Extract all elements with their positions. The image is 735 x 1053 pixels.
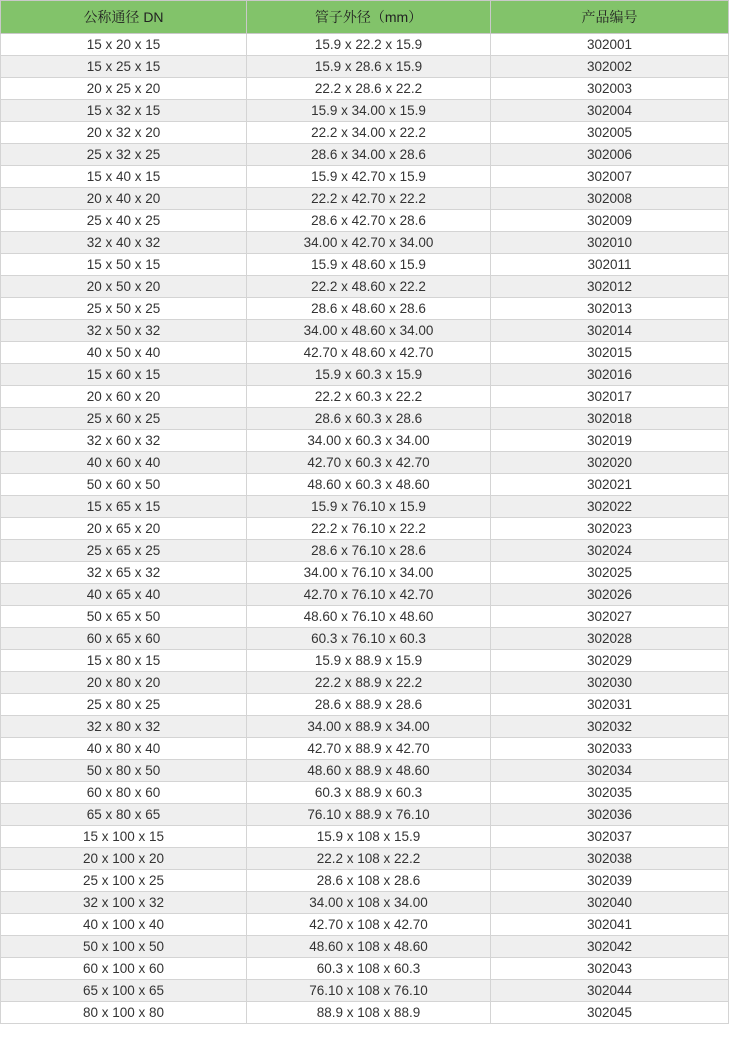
outer-diameter-cell: 28.6 x 42.70 x 28.6 — [247, 210, 491, 232]
outer-diameter-cell: 88.9 x 108 x 88.9 — [247, 1002, 491, 1024]
outer-diameter-cell: 15.9 x 22.2 x 15.9 — [247, 34, 491, 56]
table-row — [1, 562, 729, 584]
product-code-cell: 302032 — [491, 716, 729, 738]
dn-cell: 15 x 32 x 15 — [1, 100, 247, 122]
outer-diameter-cell: 28.6 x 60.3 x 28.6 — [247, 408, 491, 430]
product-code-cell: 302045 — [491, 1002, 729, 1024]
dn-cell: 40 x 60 x 40 — [1, 452, 247, 474]
table-row — [1, 760, 729, 782]
table-row — [1, 408, 729, 430]
dn-cell: 25 x 32 x 25 — [1, 144, 247, 166]
product-code-cell: 302031 — [491, 694, 729, 716]
dn-cell: 25 x 60 x 25 — [1, 408, 247, 430]
product-code-cell: 302027 — [491, 606, 729, 628]
product-code-cell: 302020 — [491, 452, 729, 474]
outer-diameter-cell: 34.00 x 60.3 x 34.00 — [247, 430, 491, 452]
outer-diameter-cell: 22.2 x 88.9 x 22.2 — [247, 672, 491, 694]
table-row — [1, 628, 729, 650]
dn-cell: 15 x 80 x 15 — [1, 650, 247, 672]
table-row — [1, 870, 729, 892]
product-code-cell: 302004 — [491, 100, 729, 122]
product-code-cell: 302030 — [491, 672, 729, 694]
table-row — [1, 980, 729, 1002]
table-row — [1, 254, 729, 276]
outer-diameter-cell: 28.6 x 48.60 x 28.6 — [247, 298, 491, 320]
dn-cell: 15 x 60 x 15 — [1, 364, 247, 386]
outer-diameter-cell: 22.2 x 34.00 x 22.2 — [247, 122, 491, 144]
dn-cell: 20 x 60 x 20 — [1, 386, 247, 408]
table-header — [1, 1, 729, 34]
outer-diameter-cell: 48.60 x 60.3 x 48.60 — [247, 474, 491, 496]
outer-diameter-cell: 42.70 x 76.10 x 42.70 — [247, 584, 491, 606]
outer-diameter-cell: 15.9 x 42.70 x 15.9 — [247, 166, 491, 188]
table-row — [1, 672, 729, 694]
product-code-cell: 302036 — [491, 804, 729, 826]
dn-cell: 20 x 50 x 20 — [1, 276, 247, 298]
outer-diameter-cell: 22.2 x 48.60 x 22.2 — [247, 276, 491, 298]
dn-cell: 32 x 40 x 32 — [1, 232, 247, 254]
product-code-cell: 302038 — [491, 848, 729, 870]
dn-cell: 50 x 60 x 50 — [1, 474, 247, 496]
dn-cell: 32 x 80 x 32 — [1, 716, 247, 738]
table-row — [1, 958, 729, 980]
table-row — [1, 892, 729, 914]
dn-cell: 80 x 100 x 80 — [1, 1002, 247, 1024]
table-row — [1, 738, 729, 760]
table-row — [1, 782, 729, 804]
dn-cell: 20 x 65 x 20 — [1, 518, 247, 540]
outer-diameter-cell: 60.3 x 76.10 x 60.3 — [247, 628, 491, 650]
dn-cell: 40 x 100 x 40 — [1, 914, 247, 936]
dn-cell: 15 x 20 x 15 — [1, 34, 247, 56]
table-row — [1, 232, 729, 254]
table-row — [1, 606, 729, 628]
outer-diameter-cell: 60.3 x 88.9 x 60.3 — [247, 782, 491, 804]
product-code-cell: 302022 — [491, 496, 729, 518]
dn-cell: 25 x 40 x 25 — [1, 210, 247, 232]
outer-diameter-cell: 28.6 x 76.10 x 28.6 — [247, 540, 491, 562]
table-row — [1, 298, 729, 320]
table-row — [1, 320, 729, 342]
dn-cell: 15 x 100 x 15 — [1, 826, 247, 848]
outer-diameter-cell: 15.9 x 48.60 x 15.9 — [247, 254, 491, 276]
outer-diameter-cell: 22.2 x 76.10 x 22.2 — [247, 518, 491, 540]
dn-cell: 60 x 80 x 60 — [1, 782, 247, 804]
table-row — [1, 496, 729, 518]
dn-cell: 25 x 80 x 25 — [1, 694, 247, 716]
table-body — [1, 34, 729, 1024]
product-code-cell: 302002 — [491, 56, 729, 78]
outer-diameter-cell: 60.3 x 108 x 60.3 — [247, 958, 491, 980]
product-code-cell: 302033 — [491, 738, 729, 760]
product-code-cell: 302042 — [491, 936, 729, 958]
product-code-cell: 302017 — [491, 386, 729, 408]
outer-diameter-cell: 15.9 x 88.9 x 15.9 — [247, 650, 491, 672]
header-dn: 公称通径 DN — [1, 1, 247, 34]
outer-diameter-cell: 22.2 x 42.70 x 22.2 — [247, 188, 491, 210]
product-code-cell: 302034 — [491, 760, 729, 782]
product-code-cell: 302005 — [491, 122, 729, 144]
dn-cell: 20 x 40 x 20 — [1, 188, 247, 210]
dn-cell: 25 x 50 x 25 — [1, 298, 247, 320]
table-row — [1, 716, 729, 738]
header-outer-diameter: 管子外径（mm） — [247, 1, 491, 34]
table-row — [1, 848, 729, 870]
outer-diameter-cell: 34.00 x 88.9 x 34.00 — [247, 716, 491, 738]
outer-diameter-cell: 34.00 x 48.60 x 34.00 — [247, 320, 491, 342]
product-code-cell: 302011 — [491, 254, 729, 276]
outer-diameter-cell: 48.60 x 108 x 48.60 — [247, 936, 491, 958]
outer-diameter-cell: 76.10 x 88.9 x 76.10 — [247, 804, 491, 826]
dn-cell: 20 x 32 x 20 — [1, 122, 247, 144]
dn-cell: 50 x 80 x 50 — [1, 760, 247, 782]
product-code-cell: 302023 — [491, 518, 729, 540]
table-row — [1, 826, 729, 848]
product-code-cell: 302037 — [491, 826, 729, 848]
dn-cell: 40 x 65 x 40 — [1, 584, 247, 606]
table-row — [1, 518, 729, 540]
dn-cell: 15 x 40 x 15 — [1, 166, 247, 188]
outer-diameter-cell: 28.6 x 34.00 x 28.6 — [247, 144, 491, 166]
dn-cell: 15 x 25 x 15 — [1, 56, 247, 78]
product-code-cell: 302014 — [491, 320, 729, 342]
dn-cell: 60 x 65 x 60 — [1, 628, 247, 650]
dn-cell: 65 x 80 x 65 — [1, 804, 247, 826]
product-code-cell: 302035 — [491, 782, 729, 804]
product-code-cell: 302039 — [491, 870, 729, 892]
outer-diameter-cell: 76.10 x 108 x 76.10 — [247, 980, 491, 1002]
table-row — [1, 276, 729, 298]
product-code-cell: 302007 — [491, 166, 729, 188]
product-code-cell: 302026 — [491, 584, 729, 606]
table-row — [1, 56, 729, 78]
outer-diameter-cell: 15.9 x 60.3 x 15.9 — [247, 364, 491, 386]
product-code-cell: 302040 — [491, 892, 729, 914]
table-row — [1, 78, 729, 100]
product-code-cell: 302008 — [491, 188, 729, 210]
table-row — [1, 584, 729, 606]
outer-diameter-cell: 42.70 x 108 x 42.70 — [247, 914, 491, 936]
outer-diameter-cell: 42.70 x 60.3 x 42.70 — [247, 452, 491, 474]
dn-cell: 50 x 65 x 50 — [1, 606, 247, 628]
table-row — [1, 386, 729, 408]
dn-cell: 32 x 60 x 32 — [1, 430, 247, 452]
product-code-cell: 302021 — [491, 474, 729, 496]
table-row — [1, 100, 729, 122]
outer-diameter-cell: 22.2 x 28.6 x 22.2 — [247, 78, 491, 100]
table-row — [1, 34, 729, 56]
product-code-cell: 302013 — [491, 298, 729, 320]
table-row — [1, 650, 729, 672]
dn-cell: 32 x 65 x 32 — [1, 562, 247, 584]
table-row — [1, 540, 729, 562]
product-code-cell: 302041 — [491, 914, 729, 936]
table-row — [1, 1002, 729, 1024]
dn-cell: 15 x 50 x 15 — [1, 254, 247, 276]
table-row — [1, 914, 729, 936]
table-row — [1, 188, 729, 210]
outer-diameter-cell: 48.60 x 76.10 x 48.60 — [247, 606, 491, 628]
product-code-cell: 302012 — [491, 276, 729, 298]
outer-diameter-cell: 22.2 x 60.3 x 22.2 — [247, 386, 491, 408]
product-code-cell: 302043 — [491, 958, 729, 980]
product-code-cell: 302024 — [491, 540, 729, 562]
outer-diameter-cell: 34.00 x 42.70 x 34.00 — [247, 232, 491, 254]
dn-cell: 20 x 100 x 20 — [1, 848, 247, 870]
outer-diameter-cell: 15.9 x 108 x 15.9 — [247, 826, 491, 848]
outer-diameter-cell: 42.70 x 48.60 x 42.70 — [247, 342, 491, 364]
product-code-cell: 302028 — [491, 628, 729, 650]
table-row — [1, 430, 729, 452]
dn-cell: 25 x 100 x 25 — [1, 870, 247, 892]
outer-diameter-cell: 28.6 x 108 x 28.6 — [247, 870, 491, 892]
table-row — [1, 452, 729, 474]
dn-cell: 25 x 65 x 25 — [1, 540, 247, 562]
product-code-cell: 302016 — [491, 364, 729, 386]
dn-cell: 65 x 100 x 65 — [1, 980, 247, 1002]
table-row — [1, 166, 729, 188]
dn-cell: 32 x 50 x 32 — [1, 320, 247, 342]
dn-cell: 40 x 50 x 40 — [1, 342, 247, 364]
product-code-cell: 302018 — [491, 408, 729, 430]
table-row — [1, 804, 729, 826]
dn-cell: 15 x 65 x 15 — [1, 496, 247, 518]
outer-diameter-cell: 48.60 x 88.9 x 48.60 — [247, 760, 491, 782]
dn-cell: 50 x 100 x 50 — [1, 936, 247, 958]
product-code-cell: 302001 — [491, 34, 729, 56]
outer-diameter-cell: 28.6 x 88.9 x 28.6 — [247, 694, 491, 716]
header-product-code: 产品编号 — [491, 1, 729, 34]
table-row — [1, 474, 729, 496]
product-code-cell: 302019 — [491, 430, 729, 452]
product-code-cell: 302003 — [491, 78, 729, 100]
outer-diameter-cell: 15.9 x 28.6 x 15.9 — [247, 56, 491, 78]
dn-cell: 20 x 25 x 20 — [1, 78, 247, 100]
table-row — [1, 210, 729, 232]
header-row — [1, 1, 729, 34]
dn-cell: 32 x 100 x 32 — [1, 892, 247, 914]
outer-diameter-cell: 34.00 x 108 x 34.00 — [247, 892, 491, 914]
outer-diameter-cell: 15.9 x 76.10 x 15.9 — [247, 496, 491, 518]
outer-diameter-cell: 15.9 x 34.00 x 15.9 — [247, 100, 491, 122]
product-code-cell: 302009 — [491, 210, 729, 232]
product-code-cell: 302006 — [491, 144, 729, 166]
product-code-cell: 302015 — [491, 342, 729, 364]
outer-diameter-cell: 22.2 x 108 x 22.2 — [247, 848, 491, 870]
outer-diameter-cell: 42.70 x 88.9 x 42.70 — [247, 738, 491, 760]
product-code-cell: 302025 — [491, 562, 729, 584]
table-row — [1, 144, 729, 166]
table-row — [1, 936, 729, 958]
product-code-cell: 302044 — [491, 980, 729, 1002]
table-row — [1, 122, 729, 144]
product-code-cell: 302010 — [491, 232, 729, 254]
outer-diameter-cell: 34.00 x 76.10 x 34.00 — [247, 562, 491, 584]
dn-cell: 60 x 100 x 60 — [1, 958, 247, 980]
table-row — [1, 694, 729, 716]
dn-cell: 40 x 80 x 40 — [1, 738, 247, 760]
product-code-cell: 302029 — [491, 650, 729, 672]
table-row — [1, 342, 729, 364]
dn-cell: 20 x 80 x 20 — [1, 672, 247, 694]
table-row — [1, 364, 729, 386]
